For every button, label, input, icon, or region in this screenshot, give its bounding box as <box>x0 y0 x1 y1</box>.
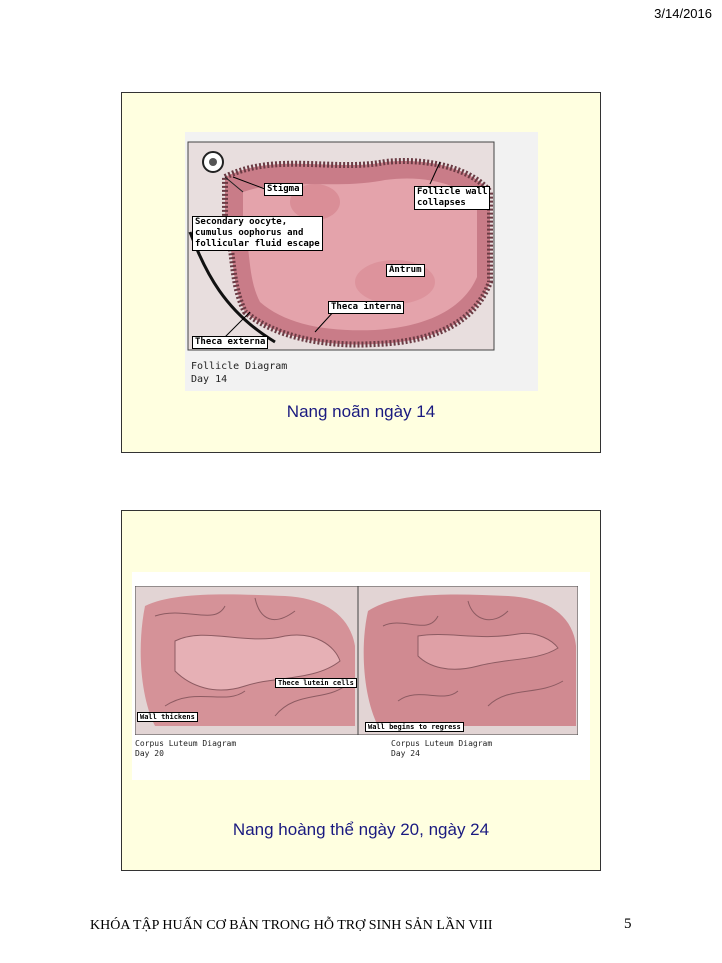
label-antrum: Antrum <box>386 264 425 277</box>
date-stamp: 3/14/2016 <box>654 6 712 21</box>
slide-caption: Nang noãn ngày 14 <box>286 402 436 421</box>
figure-caption-day: Day 14 <box>191 374 228 385</box>
figure-caption-left <box>135 739 236 759</box>
figure-caption-right-title: Corpus Luteum Diagram <box>391 739 493 748</box>
figure-caption-left-title: Corpus Luteum Diagram <box>135 739 237 748</box>
label-follicle-wall: Follicle wall collapses <box>414 186 490 210</box>
corpus-luteum-figure <box>132 572 590 780</box>
figure-caption-title: Follicle Diagram <box>191 361 288 372</box>
figure-caption-right <box>391 739 492 759</box>
slide-corpus-luteum <box>121 510 601 871</box>
slide-follicle <box>121 92 601 453</box>
label-wall-thickens: Wall thickens <box>137 712 198 722</box>
label-thece-lutein: Thece lutein cells <box>275 678 357 688</box>
label-stigma: Stigma <box>264 183 303 196</box>
label-secondary-oocyte: Secondary oocyte, cumulus oophorus and follicular fluid escape <box>192 216 323 251</box>
figure-caption <box>191 360 287 386</box>
label-theca-interna: Theca interna <box>328 301 404 314</box>
follicle-figure <box>185 132 538 391</box>
label-wall-regress: Wall begins to regress <box>365 722 464 732</box>
slide-caption: Nang hoàng thể ngày 20, ngày 24 <box>232 820 490 839</box>
figure-caption-right-day: Day 24 <box>391 749 420 758</box>
label-theca-externa: Theca externa <box>192 336 268 349</box>
follicle-diagram-image <box>185 132 538 391</box>
footer-title: KHÓA TẬP HUẤN CƠ BẢN TRONG HỖ TRỢ SINH SẢN LẦN VIII <box>90 918 493 933</box>
figure-caption-left-day: Day 20 <box>135 749 164 758</box>
corpus-luteum-day24-image <box>358 586 578 735</box>
page-number: 5 <box>624 916 632 932</box>
